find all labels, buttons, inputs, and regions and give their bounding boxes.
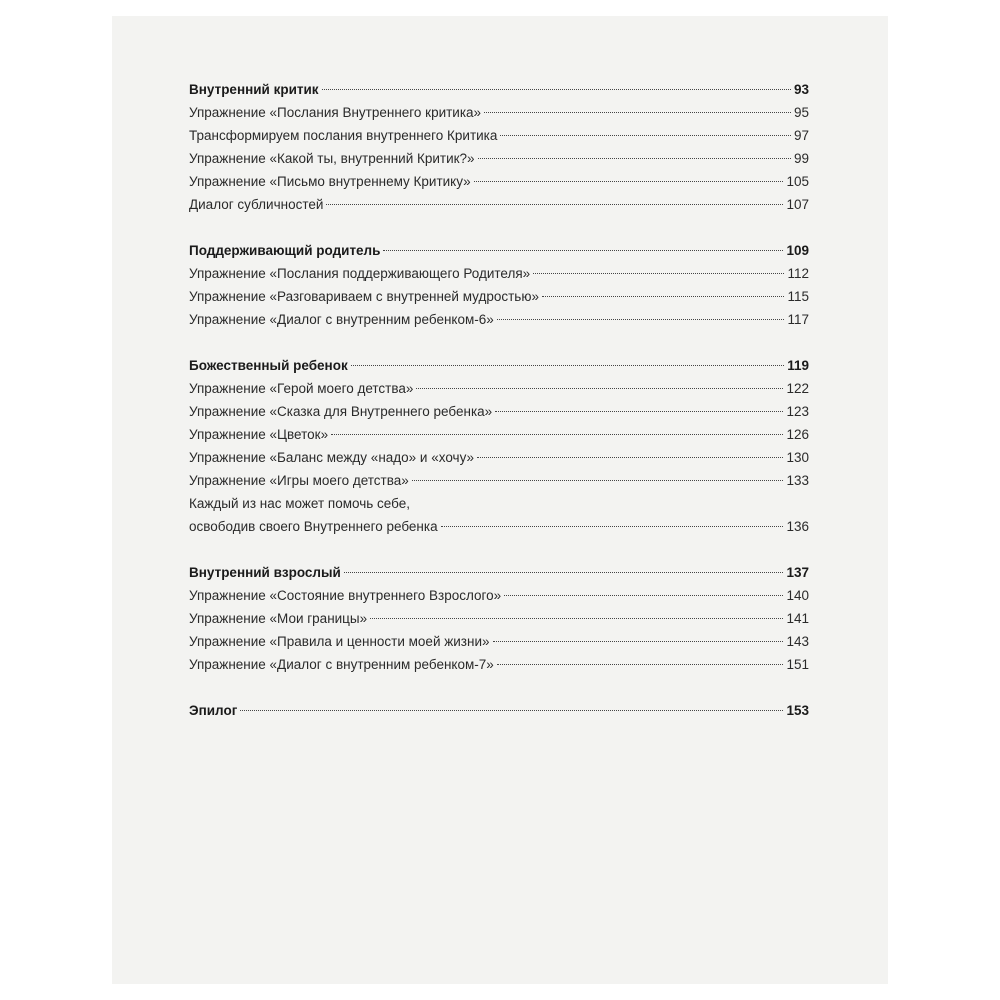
toc-entry-title: Упражнение «Правила и ценности моей жизни» [189,634,490,649]
toc-entry-title: Упражнение «Герой моего детства» [189,381,414,396]
dot-leader [497,319,785,320]
dot-leader [533,273,784,274]
dot-leader [504,595,783,596]
toc-entry-title: Упражнение «Диалог с внутренним ребенком-7» [189,657,494,672]
toc-entry [189,423,809,446]
toc-entry [189,285,809,308]
dot-leader [331,434,783,435]
toc-entry [189,193,809,216]
toc-entry-title: Упражнение «Баланс между «надо» и «хочу» [189,450,474,465]
toc-entry-title: Трансформируем послания внутреннего Критика [189,128,498,143]
toc-heading-page: 109 [786,243,809,258]
dot-leader [493,641,784,642]
dot-leader [351,365,785,366]
dot-leader [500,135,791,136]
toc-entry [189,584,809,607]
dot-leader [441,526,784,527]
toc-heading [189,354,809,377]
toc-entry [189,653,809,676]
toc-heading-title: Поддерживающий родитель [189,243,381,258]
toc-heading-page: 93 [793,82,809,97]
toc-entry [189,262,809,285]
toc-section-inner-adult [189,561,809,676]
toc-entry [189,400,809,423]
dot-leader [497,664,784,665]
toc-entry-title: Упражнение «Послания поддерживающего Родителя» [189,266,531,281]
toc-entry-line [189,492,809,515]
toc-entry-title: освободив своего Внутреннего ребенка [189,519,438,534]
toc-heading-page: 153 [786,703,809,718]
toc-entry-title: Упражнение «Сказка для Внутреннего ребенка» [189,404,493,419]
toc-heading-page: 119 [787,358,809,373]
toc-entry-page: 151 [786,657,809,672]
toc-entry-page: 123 [786,404,809,419]
dot-leader [240,710,783,711]
dot-leader [416,388,783,389]
toc-entry-page: 136 [786,519,809,534]
toc-entry-page: 95 [793,105,809,120]
toc-entry-page: 112 [787,266,809,281]
toc-entry-page: 99 [793,151,809,166]
toc-entry-title: Упражнение «Диалог с внутренним ребенком-6» [189,312,494,327]
toc-entry-title: Упражнение «Мои границы» [189,611,368,626]
toc-entry-title: Упражнение «Состояние внутреннего Взрослого» [189,588,502,603]
toc-heading-title: Внутренний взрослый [189,565,341,580]
dot-leader [495,411,783,412]
toc-entry-title: Упражнение «Игры моего детства» [189,473,409,488]
toc-entry-title: Упражнение «Цветок» [189,427,329,442]
dot-leader [412,480,784,481]
toc-heading [189,561,809,584]
dot-leader [370,618,783,619]
toc-entry [189,308,809,331]
toc-entry-title: Упражнение «Какой ты, внутренний Критик?» [189,151,475,166]
toc-entry [189,170,809,193]
dot-leader [344,572,784,573]
toc-entry [189,446,809,469]
toc-entry [189,515,809,538]
toc-entry-page: 130 [786,450,809,465]
toc-entry-page: 97 [793,128,809,143]
toc-entry-title: Диалог субличностей [189,197,324,212]
toc-entry [189,607,809,630]
toc-entry-page: 141 [786,611,809,626]
toc-entry-page: 105 [786,174,809,189]
toc-entry-page: 140 [786,588,809,603]
toc-entry-page: 133 [786,473,809,488]
toc-entry-title: Упражнение «Разговариваем с внутренней мудростью» [189,289,539,304]
toc-section-inner-critic [189,78,809,216]
toc-entry-title: Каждый из нас может помочь себе, [189,496,410,511]
toc-entry [189,101,809,124]
toc-heading-title: Эпилог [189,703,238,718]
toc-entry-page: 143 [786,634,809,649]
dot-leader [477,457,783,458]
toc-entry [189,124,809,147]
dot-leader [484,112,791,113]
dot-leader [322,89,791,90]
toc-entry-title: Упражнение «Письмо внутреннему Критику» [189,174,471,189]
toc-entry-page: 122 [786,381,809,396]
toc-entry [189,377,809,400]
toc-heading [189,239,809,262]
toc-entry [189,147,809,170]
toc-entry [189,630,809,653]
toc-section-epilogue [189,699,809,722]
dot-leader [474,181,784,182]
toc-entry-page: 107 [786,197,809,212]
toc-entry-page: 126 [786,427,809,442]
dot-leader [478,158,791,159]
toc-entry [189,469,809,492]
dot-leader [542,296,785,297]
toc-heading-title: Внутренний критик [189,82,319,97]
toc-entry-page: 115 [787,289,809,304]
toc-entry-page: 117 [787,312,809,327]
dot-leader [326,204,783,205]
toc-section-divine-child [189,354,809,538]
toc-heading [189,78,809,101]
toc-heading-title: Божественный ребенок [189,358,348,373]
toc-heading-page: 137 [786,565,809,580]
toc-heading [189,699,809,722]
toc-section-supporting-parent [189,239,809,331]
table-of-contents [189,78,809,745]
toc-entry-title: Упражнение «Послания Внутреннего критика» [189,105,482,120]
dot-leader [383,250,783,251]
